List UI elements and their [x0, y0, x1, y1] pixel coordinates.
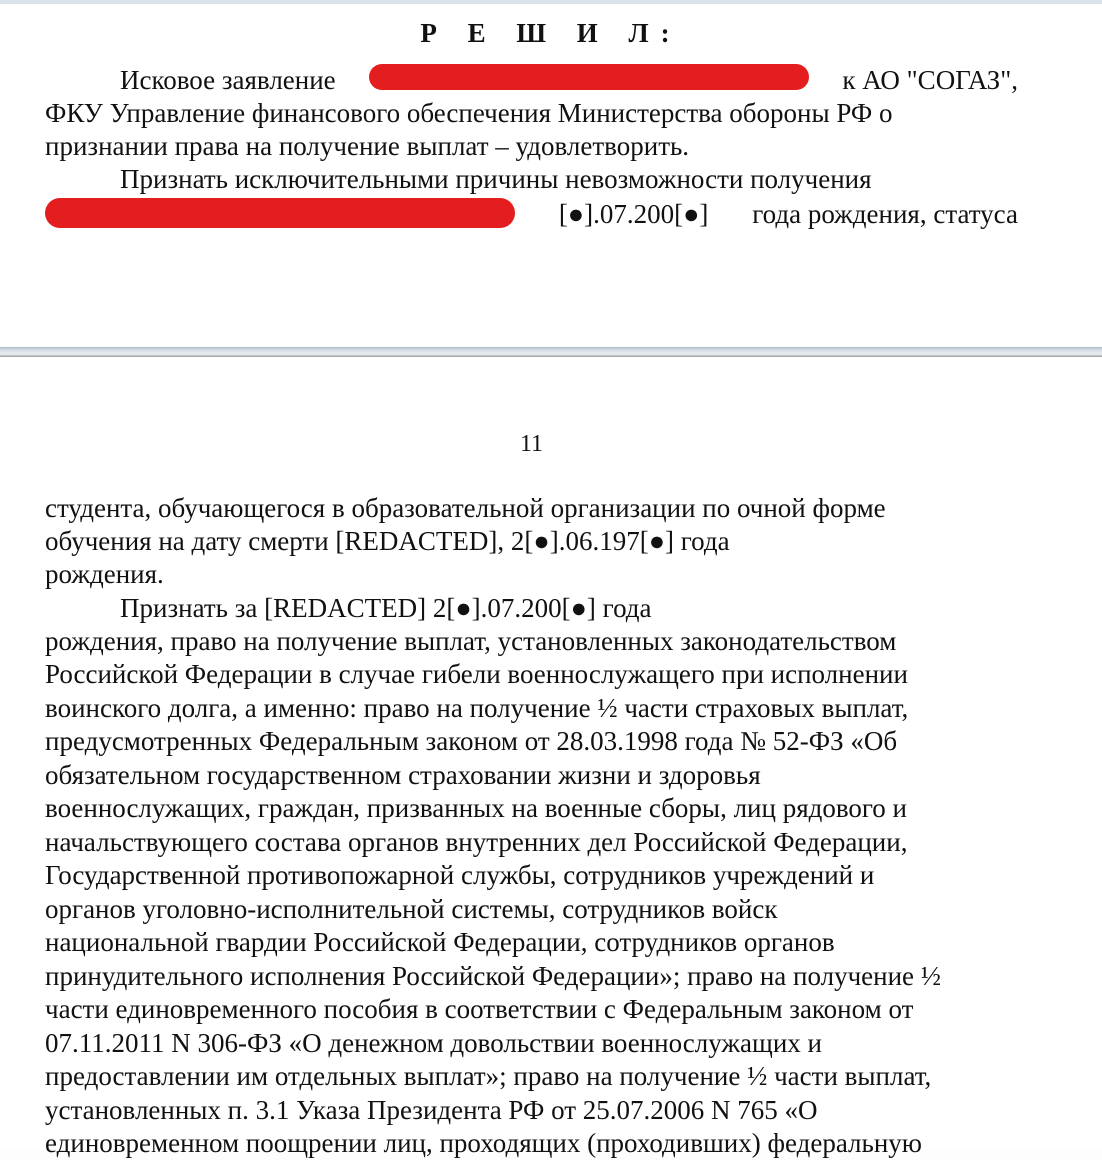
- document-page-10: [0, 4, 1102, 346]
- decision-heading: Р Е Ш И Л:: [420, 18, 682, 48]
- text-line: ФКУ Управление финансового обеспечения Министерства обороны РФ о: [45, 98, 893, 128]
- page-number: 11: [519, 431, 544, 457]
- page-separator: [0, 347, 1102, 357]
- redaction-mark: [45, 198, 515, 228]
- text-line: 07.11.2011 N 306-ФЗ «О денежном довольствии военнослужащих и: [45, 1028, 822, 1058]
- text-line: предоставлении им отдельных выплат»; право на получение ½ части выплат,: [45, 1061, 932, 1091]
- text-line: принудительного исполнения Российской Федерации»; право на получение ½: [45, 961, 942, 991]
- text-line: рождения.: [45, 559, 164, 589]
- text-line: признании права на получение выплат – удовлетворить.: [45, 131, 690, 161]
- text-line: части единовременного пособия в соответствии с Федеральным законом от: [45, 994, 914, 1024]
- text-line: обучения на дату смерти [REDACTED], 2[●].06.197[●] года: [45, 526, 730, 556]
- text-line: национальной гвардии Российской Федерации, сотрудников органов: [45, 927, 835, 957]
- text-line: военнослужащих, граждан, призванных на военные сборы, лиц рядового и: [45, 793, 908, 823]
- text-line: единовременном поощрении лиц, проходящих (проходивших) федеральную: [45, 1128, 922, 1158]
- text-line: [●].07.200[●] года рождения, статуса: [45, 198, 1018, 231]
- text-line: установленных п. 3.1 Указа Президента РФ от 25.07.2006 N 765 «О: [45, 1095, 818, 1125]
- text-line: Признать за [REDACTED] 2[●].07.200[●] года: [120, 593, 652, 623]
- text-line: органов уголовно-исполнительной системы, сотрудников войск: [45, 894, 778, 924]
- document-page-11: [0, 357, 1102, 1158]
- text-line: Признать исключительными причины невозможности получения: [120, 164, 872, 194]
- text-line: студента, обучающегося в образовательной организации по очной форме: [45, 493, 886, 523]
- text-line: Исковое заявление к АО "СОГАЗ",: [120, 65, 1018, 95]
- text-line: Государственной противопожарной службы, сотрудников учреждений и: [45, 860, 875, 890]
- text-line: рождения, право на получение выплат, установленных законодательством: [45, 626, 897, 656]
- text-line: воинского долга, а именно: право на получение ½ части страховых выплат,: [45, 693, 909, 723]
- text-line: предусмотренных Федеральным законом от 28.03.1998 года № 52-ФЗ «Об: [45, 726, 898, 756]
- text-line: обязательном государственном страховании жизни и здоровья: [45, 760, 761, 790]
- text-line: начальствующего состава органов внутренних дел Российской Федерации,: [45, 827, 908, 857]
- text-line: Российской Федерации в случае гибели военнослужащего при исполнении: [45, 659, 908, 689]
- redaction-mark: [369, 64, 809, 90]
